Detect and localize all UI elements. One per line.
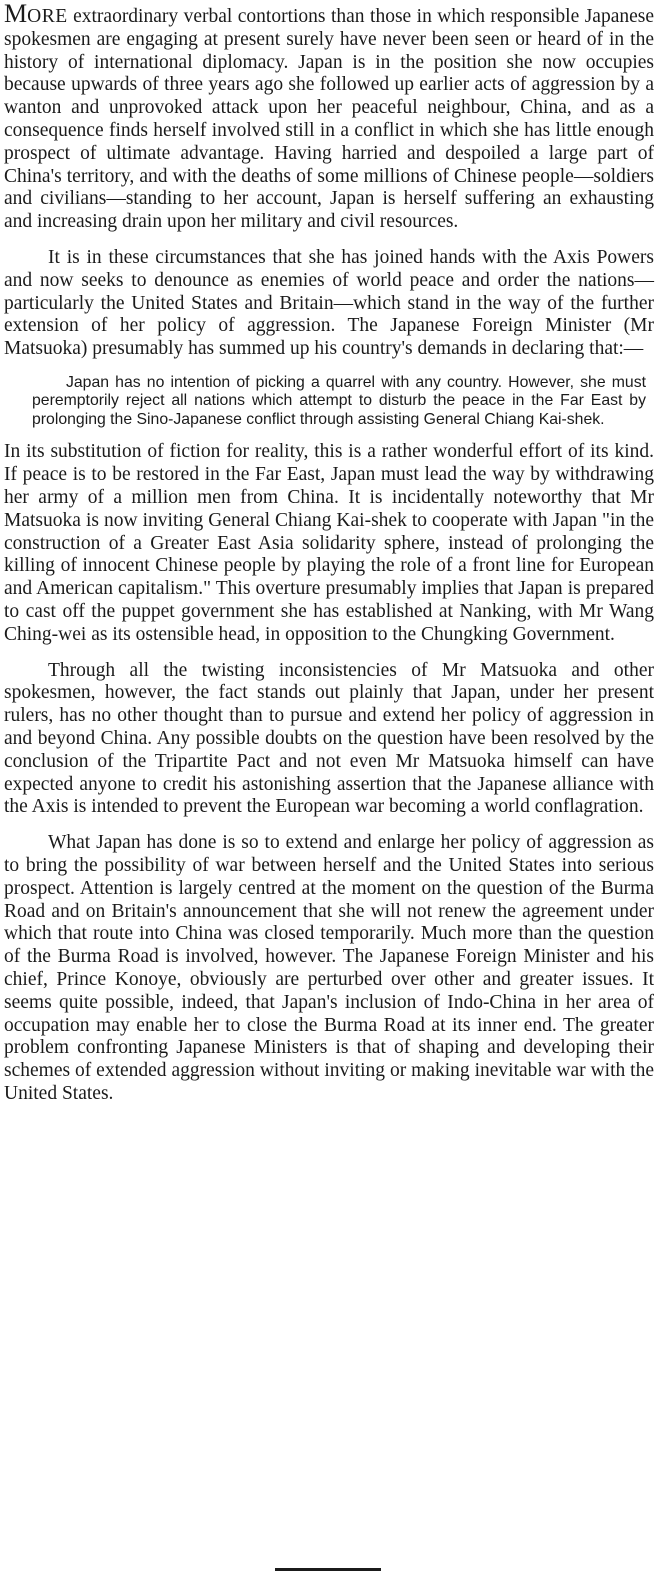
article-body bbox=[4, 0, 654, 1119]
opening-paragraph bbox=[4, 0, 654, 234]
end-rule bbox=[275, 1568, 381, 1571]
opening-text: extraordinary verbal contortions than those in which responsible Japanese spokesmen are engaging at present surely have never been seen or heard of in the history of international diplomacy. Japan is in the position she now occupies because upwards of three years ago she followed up earlier acts of aggression by a wanton and unprovoked attack upon her peaceful neighbour, China, and as a consequence finds herself involved still in a conflict in which she has little enough prospect of ultimate advantage. Having harried and despoiled a large part of China's territory, and with the deaths of some millions of Chinese people—soldiers and civilians—standing to her account, Japan is herself suffering an exhausting and increasing drain upon her military and civil resources. bbox=[4, 6, 654, 233]
paragraph-axis-powers: It is in these circumstances that she has joined hands with the Axis Powers and now seeks to denounce as enemies of world peace and order the nations—particularly the United States and Britain—which stand in the way of the further extension of her policy of aggression. The Japanese Foreign Minister (Mr Matsuoka) presumably has summed up his country's demands in declaring that:— bbox=[4, 246, 654, 360]
small-caps-lead: ORE bbox=[27, 6, 68, 27]
drop-cap: M bbox=[4, 0, 28, 28]
paragraph-fiction-for-reality: In its substitution of fiction for reality, this is a rather wonderful effort of its kind. If peace is to be restored in the Far East, Japan must lead the way by withdrawing her army of a million men from China. It is incidentally noteworthy that Mr Matsuoka is now inviting General Chiang Kai-shek to cooperate with Japan "in the construction of a Greater East Asia solidarity sphere, instead of prolonging the killing of innocent Chinese people by playing the role of a front line for European and American capitalism." This overture presumably implies that Japan is prepared to cast off the puppet government she has established at Nanking, with Mr Wang Ching-wei as its ostensible head, in opposition to the Chungking Government. bbox=[4, 441, 654, 645]
matsuoka-quotation: Japan has no intention of picking a quarrel with any country. However, she must peremptorily reject all nations which attempt to disturb the peace in the Far East by prolonging the Sino-Japanese conflict through assisting General Chiang Kai-shek. bbox=[32, 373, 646, 428]
paragraph-burma-road: What Japan has done is so to extend and enlarge her policy of aggression as to bring the possibility of war between herself and the United States into serious prospect. Attention is largely centred at the moment on the question of the Burma Road and on Britain's announcement that she will not renew the agreement under which that route into China was closed temporarily. Much more than the question of the Burma Road is involved, however. The Japanese Foreign Minister and his chief, Prince Konoye, obviously are perturbed over other and greater issues. It seems quite possible, indeed, that Japan's inclusion of Indo-China in her area of occupation may enable her to close the Burma Road at its inner end. The greater problem confronting Japanese Ministers is that of shaping and developing their schemes of extended aggression without inviting or making inevitable war with the United States. bbox=[4, 832, 654, 1104]
paragraph-inconsistencies: Through all the twisting inconsistencies of Mr Matsuoka and other spokesmen, however, the fact stands out plainly that Japan, under her present rulers, has no other thought than to pursue and extend her policy of aggression in and beyond China. Any possible doubts on the question have been resolved by the conclusion of the Tripartite Pact and not even Mr Matsuoka himself can have expected anyone to credit his astonishing assertion that the Japanese alliance with the Axis is intended to prevent the European war becoming a world conflagration. bbox=[4, 659, 654, 818]
